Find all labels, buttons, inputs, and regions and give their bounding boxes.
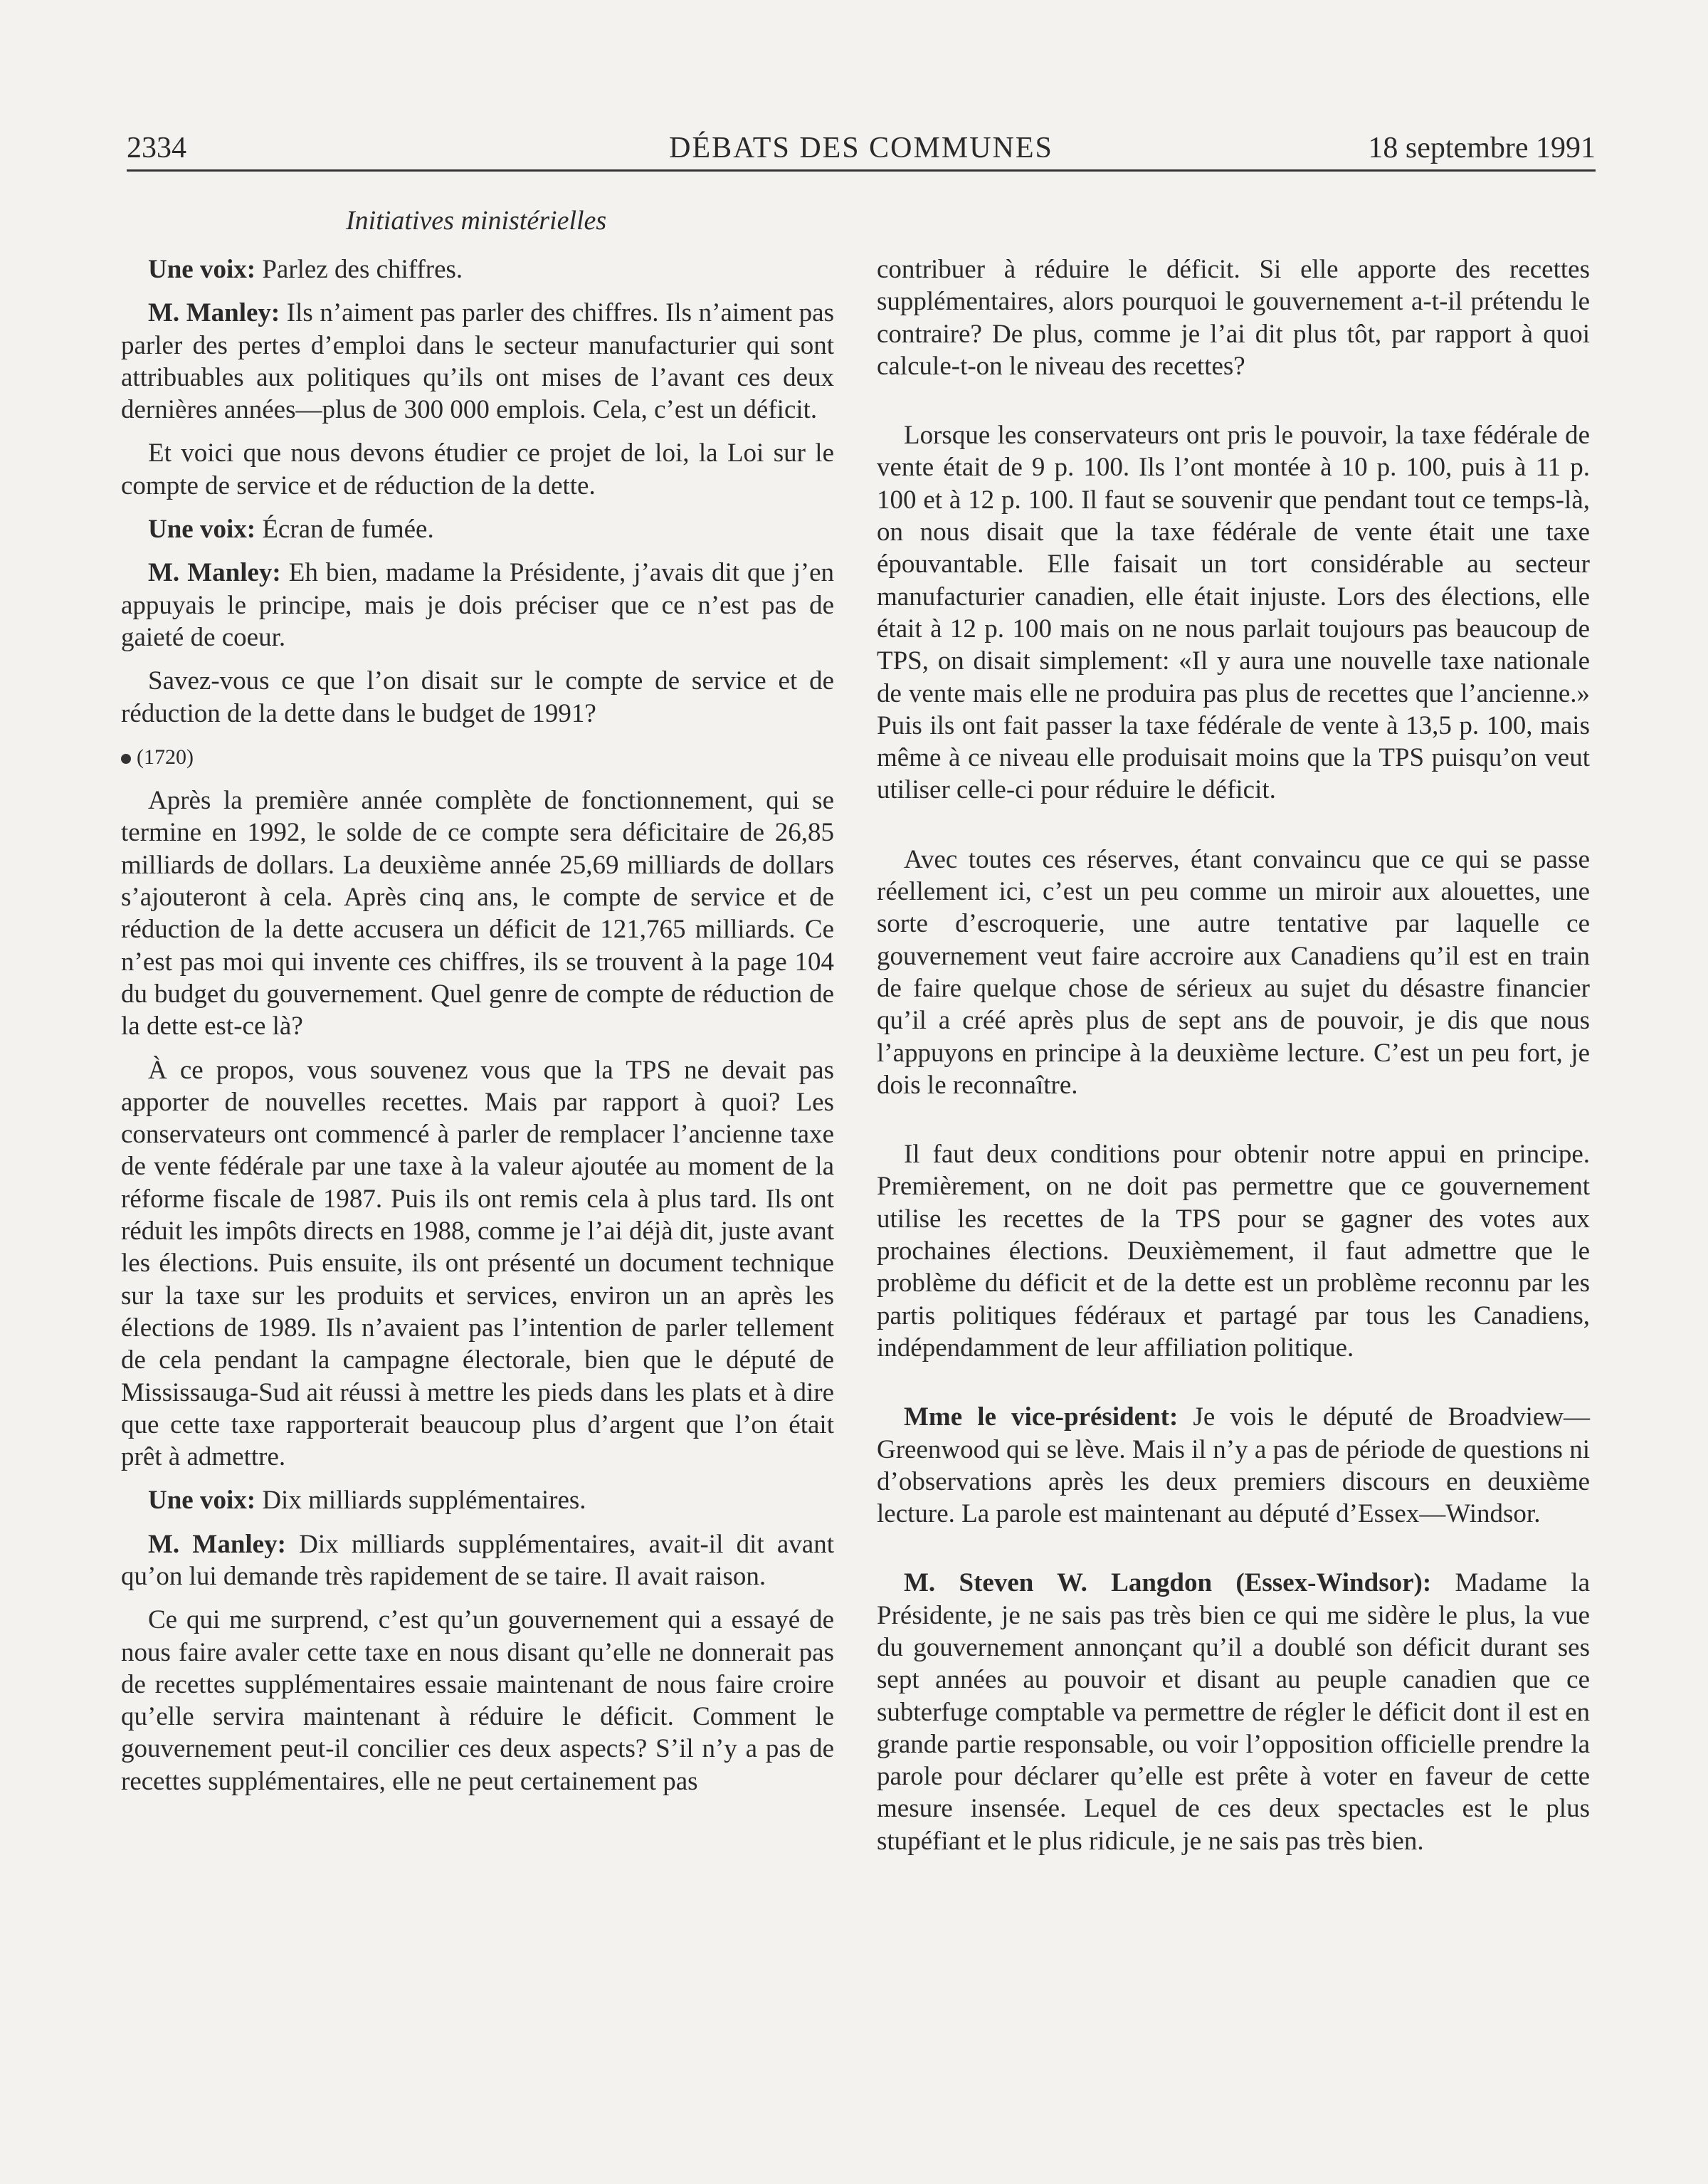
paragraph-text: Je vois le député de Broadview—Greenwood qui se lève. Mais il n’y a pas de période de questions ni d’observations après les deux premiers discours en deuxième lecture. La parole est maintenant au député d’Essex—Windsor. xyxy=(877,1402,1590,1529)
paragraph-text: Il faut deux conditions pour obtenir notre appui en principe. Premièrement, on ne doit pas permettre que ce gouvernement utilise les recettes de la TPS pour se gagner des votes aux prochaines élections. Deuxièmement, il faut admettre que le problème du déficit et de la dette est un problème reconnu par les partis politiques fédéraux et partagé par tous les Canadiens, indépendamment de leur affiliation politique. xyxy=(877,1140,1590,1363)
paragraph-text: Parlez des chiffres. xyxy=(255,255,463,284)
paragraph xyxy=(877,1138,1590,1364)
speaker-name: Une voix: xyxy=(148,255,256,284)
speaker-name: M. Manley: xyxy=(148,1529,286,1559)
paragraph xyxy=(121,253,834,285)
paragraph xyxy=(877,253,1590,382)
paragraph xyxy=(877,1401,1590,1530)
paragraph-text: Ils n’aiment pas parler des chiffres. Ils n’aiment pas parler des pertes d’emploi dans le secteur manufacturier qui sont attribuables aux politiques qu’ils ont mises de l’avant ces deux dernières années—plus de 300 000 emplois. Cela, c’est un déficit. xyxy=(121,298,834,425)
paragraph-text: Lorsque les conservateurs ont pris le pouvoir, la taxe fédérale de vente était de 9 p. 100. Ils l’ont montée à 10 p. 100, puis à 11 p. 100 et à 12 p. 100. Il faut se souvenir que pendant tout ce temps-là, on nous disait que la taxe fédérale de vente était une taxe épouvantable. Elle faisait un tort considérable au secteur manufacturier canadien, elle était injuste. Lors des élections, elle était à 12 p. 100 mais on ne nous parlait toujours pas beaucoup de TPS, on disait simplement: «Il y aura une nouvelle taxe nationale de vente mais elle ne produira pas plus de recettes que l’ancienne.» Puis ils ont fait passer la taxe fédérale de vente à 13,5 p. 100, mais même à ce niveau elle produisait moins que la TPS puisqu’on veut utiliser celle-ci pour réduire le déficit. xyxy=(877,421,1590,805)
speaker-name: M. Manley: xyxy=(148,558,281,588)
paragraph-text: Dix milliards supplémentaires, avait-il dit avant qu’on lui demande très rapidement de se taire. Il avait raison. xyxy=(121,1529,834,1591)
speaker-name: M. Steven W. Langdon (Essex-Windsor): xyxy=(904,1568,1432,1598)
paragraph xyxy=(121,784,834,1042)
speaker-name: Mme le vice-président: xyxy=(904,1402,1179,1432)
paragraph xyxy=(121,557,834,653)
bullet-icon xyxy=(121,754,131,764)
page-number: 2334 xyxy=(127,132,186,164)
paragraph-text: Écran de fumée. xyxy=(255,515,434,545)
paragraph xyxy=(121,437,834,502)
paragraph-text: Savez-vous ce que l’on disait sur le compte de service et de réduction de la dette dans le budget de 1991? xyxy=(121,666,834,728)
paragraph-text: Et voici que nous devons étudier ce projet de loi, la Loi sur le compte de service et de réduction de la dette. xyxy=(121,439,834,500)
speaker-name: M. Manley: xyxy=(148,298,280,328)
section-title: Initiatives ministérielles xyxy=(346,206,607,236)
paragraph-text: Avec toutes ces réserves, étant convaincu que ce qui se passe réellement ici, c’est un peu comme un miroir aux alouettes, une sorte d’escroquerie, une autre tentative par laquelle ce gouvernement veut faire accroire aux Canadiens qu’il est en train de faire quelque chose de sérieux au sujet du désastre financier qu’il a créé après plus de sept ans de pouvoir, je dis que nous l’appuyons en principe à la deuxième lecture. C’est un peu fort, je dois le reconnaître. xyxy=(877,844,1590,1100)
paragraph xyxy=(877,1567,1590,1857)
left-column xyxy=(121,253,834,1809)
paragraph xyxy=(121,513,834,545)
right-column xyxy=(877,253,1590,1894)
speaker-name: Une voix: xyxy=(148,515,256,545)
paragraph xyxy=(877,844,1590,1101)
paragraph xyxy=(121,1528,834,1593)
paragraph xyxy=(877,419,1590,807)
paragraph xyxy=(121,1484,834,1516)
paragraph xyxy=(121,297,834,426)
paragraph-text: Dix milliards supplémentaires. xyxy=(255,1486,586,1516)
paragraph-text: contribuer à réduire le déficit. Si elle apporte des recettes supplémentaires, alors pourquoi le gouvernement a-t-il prétendu le contraire? De plus, comme je l’ai dit plus tôt, par rapport à quoi calcule-t-on le niveau des recettes? xyxy=(877,255,1590,381)
paragraph-text: Après la première année complète de fonctionnement, qui se termine en 1992, le solde de ce compte sera déficitaire de 26,85 milliards de dollars. La deuxième année 25,69 milliards de dollars s’ajouteront à cela. Après cinq ans, le compte de service et de réduction de la dette accusera un déficit de 121,765 milliards. Ce n’est pas moi qui invente ces chiffres, ils se trouvent à la page 104 du budget du gouvernement. Quel genre de compte de réduction de la dette est-ce là? xyxy=(121,786,834,1041)
timestamp xyxy=(121,741,834,773)
header-date: 18 septembre 1991 xyxy=(1368,132,1596,164)
timestamp-text: (1720) xyxy=(137,745,194,769)
paragraph-text: Madame la Présidente, je ne sais pas très bien ce qui me sidère le plus, la vue du gouvernement annonçant qu’il a doublé son déficit durant ses sept années au pouvoir et disant au peuple canadien que ce subterfuge comptable va permettre de régler le déficit dont il est en grande partie responsable, ou voir l’opposition officielle prendre la parole pour déclarer qu’elle est prête à voter en faveur de cette mesure insensée. Lequel de ces deux spectacles est le plus stupéfiant et le plus ridicule, je ne sais pas très bien. xyxy=(877,1568,1590,1856)
paragraph-text: À ce propos, vous souvenez vous que la TPS ne devait pas apporter de nouvelles recettes. Mais par rapport à quoi? Les conservateurs ont commencé à parler de remplacer l’ancienne taxe de vente fédérale par une taxe à la valeur ajoutée au moment de la réforme fiscale de 1987. Puis ils ont remis cela à plus tard. Ils ont réduit les impôts directs en 1988, comme je l’ai déjà dit, juste avant les élections. Puis ensuite, ils ont présenté un document technique sur la taxe sur les produits et services, environ un an après les élections de 1989. Ils n’avaient pas l’intention de parler tellement de cela pendant la campagne électorale, bien que le député de Mississauga-Sud ait réussi à mettre les pieds dans les plats et à dire que cette taxe rapporterait beaucoup plus d’argent que l’on était prêt à admettre. xyxy=(121,1055,834,1472)
page-header xyxy=(127,125,1596,172)
journal-title: DÉBATS DES COMMUNES xyxy=(669,132,1053,164)
paragraph xyxy=(121,665,834,730)
paragraph-text: Ce qui me surprend, c’est qu’un gouvernement qui a essayé de nous faire avaler cette taxe en nous disant qu’elle ne donnerait pas de recettes supplémentaires essaie maintenant de nous faire croire qu’elle servira maintenant à réduire le déficit. Comment le gouvernement peut-il concilier ces deux aspects? S’il n’y a pas de recettes supplémentaires, elle ne peut certainement pas xyxy=(121,1605,834,1796)
paragraph xyxy=(121,1604,834,1797)
paragraph-text: Eh bien, madame la Présidente, j’avais dit que j’en appuyais le principe, mais je dois préciser que ce n’est pas de gaieté de coeur. xyxy=(121,558,834,652)
paragraph xyxy=(121,1054,834,1474)
speaker-name: Une voix: xyxy=(148,1486,256,1516)
